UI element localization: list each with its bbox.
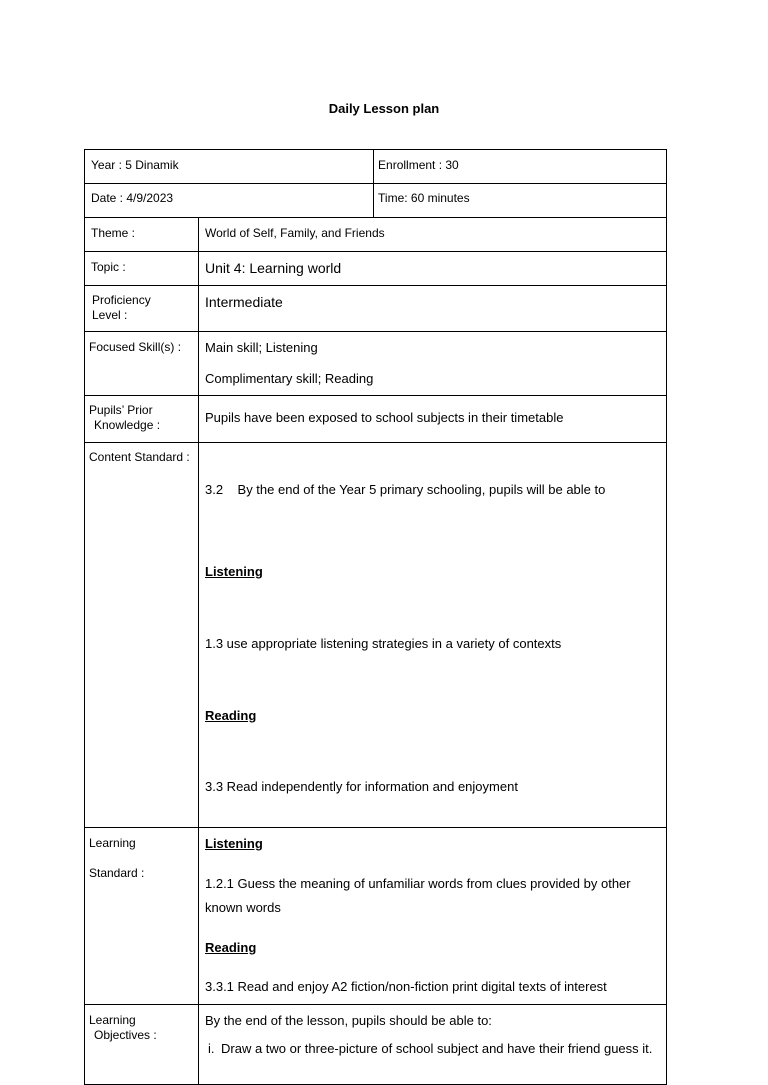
theme-label-cell [85, 218, 199, 252]
content-standard-label: Content Standard : [89, 450, 190, 464]
list-marker: i. [208, 1041, 215, 1056]
learning-objectives-label-cell [85, 1005, 199, 1085]
proficiency-value-cell [199, 286, 667, 332]
content-standard-value-cell [199, 443, 667, 828]
prior-knowledge-label-line-2: Knowledge : [94, 418, 161, 432]
focused-skills-label-cell [85, 332, 199, 396]
learning-standard-label-line-2: Standard : [89, 866, 145, 880]
learning-objectives-intro: By the end of the lesson, pupils should be able to: [205, 1013, 492, 1028]
prior-knowledge-label-line-1: Pupils’ Prior [89, 403, 153, 417]
content-standard-item-listening: 1.3 use appropriate listening strategies in a variety of contexts [205, 636, 562, 651]
topic-label-cell [85, 252, 199, 286]
proficiency-label-line-2: Level : [92, 308, 128, 322]
document-title: Daily Lesson plan [328, 101, 440, 116]
prior-knowledge-label-cell [85, 396, 199, 443]
time-text: Time: 60 minutes [378, 191, 470, 205]
topic-value: Unit 4: Learning world [205, 260, 342, 276]
proficiency-label-cell [85, 286, 199, 332]
topic-label: Topic : [91, 260, 126, 274]
theme-label: Theme : [91, 226, 136, 240]
learning-standard-label-line-1: Learning [89, 836, 136, 850]
focused-skills-value-cell [199, 332, 667, 396]
year-cell [85, 150, 374, 184]
content-standard-heading-reading: Reading [205, 708, 257, 723]
proficiency-value: Intermediate [205, 294, 283, 310]
year-text: Year : 5 Dinamik [91, 158, 179, 172]
learning-standard-item-reading: 3.3.1 Read and enjoy A2 fiction/non-fiction print digital texts of interest [205, 979, 607, 994]
learning-objectives-label-line-2: Objectives : [94, 1028, 157, 1042]
time-cell [374, 184, 667, 218]
learning-standard-heading-reading: Reading [205, 940, 257, 955]
content-standard-item-reading: 3.3 Read independently for information and enjoyment [205, 779, 518, 794]
proficiency-label-line-1: Proficiency [92, 293, 151, 307]
prior-knowledge-value-cell [199, 396, 667, 443]
date-text: Date : 4/9/2023 [91, 191, 174, 205]
learning-standard-label-cell [85, 828, 199, 1005]
enrollment-cell [374, 150, 667, 184]
enrollment-text: Enrollment : 30 [378, 158, 459, 172]
topic-value-cell [199, 252, 667, 286]
learning-standard-heading-listening: Listening [205, 836, 263, 851]
date-cell [85, 184, 374, 218]
learning-objectives-value-cell [199, 1005, 667, 1085]
theme-value: World of Self, Family, and Friends [205, 226, 385, 240]
learning-objectives-label-line-1: Learning [89, 1013, 136, 1027]
learning-standard-item-listening-line-2: known words [205, 900, 281, 915]
learning-standard-item-listening-line-1: 1.2.1 Guess the meaning of unfamiliar words from clues provided by other [205, 876, 631, 891]
lesson-plan-table [84, 149, 667, 1085]
content-standard-label-cell [85, 443, 199, 828]
learning-objective-item: Draw a two or three-picture of school subject and have their friend guess it. [221, 1041, 653, 1056]
theme-value-cell [199, 218, 667, 252]
complimentary-skill-text: Complimentary skill; Reading [205, 371, 374, 386]
focused-skills-label: Focused Skill(s) : [89, 340, 182, 354]
content-standard-intro: 3.2 By the end of the Year 5 primary schooling, pupils will be able to [205, 482, 606, 497]
main-skill-text: Main skill; Listening [205, 340, 318, 355]
learning-objectives-list-item [205, 1041, 659, 1057]
learning-standard-value-cell [199, 828, 667, 1005]
content-standard-heading-listening: Listening [205, 564, 263, 579]
prior-knowledge-value: Pupils have been exposed to school subjects in their timetable [205, 410, 564, 425]
